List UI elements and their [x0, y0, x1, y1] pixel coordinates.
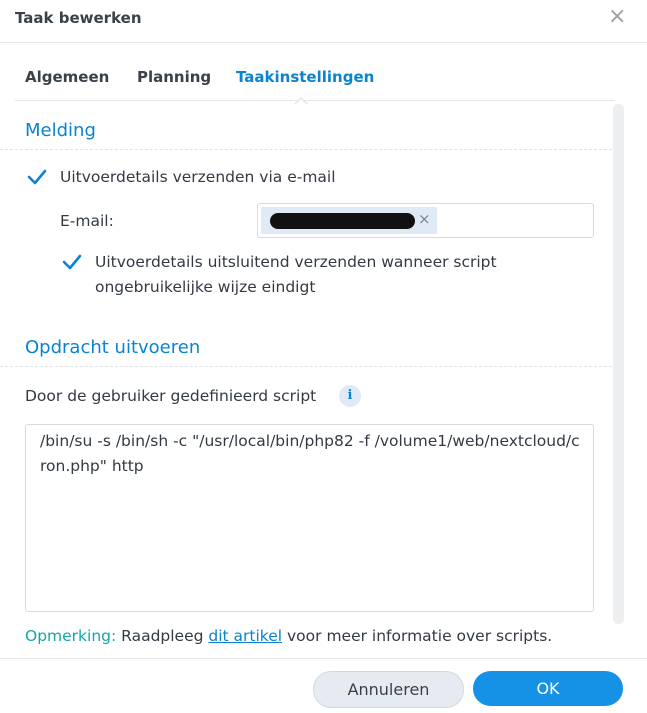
send-details-label: Uitvoerdetails verzenden via e-mail	[60, 168, 336, 186]
info-icon[interactable]: i	[339, 385, 361, 407]
section-divider	[0, 149, 612, 150]
section-divider	[0, 366, 612, 367]
script-label: Door de gebruiker gedefinieerd script	[25, 387, 317, 405]
note-text-before: Raadpleeg	[116, 627, 209, 645]
close-icon[interactable]: ×	[608, 4, 627, 29]
script-textarea[interactable]	[25, 424, 594, 612]
section-title-melding: Melding	[25, 120, 96, 141]
note-label: Opmerking:	[25, 627, 117, 645]
tab-taakinstellingen[interactable]: Taakinstellingen	[236, 68, 375, 86]
redacted-email	[270, 213, 415, 229]
note-text-after: voor meer informatie over scripts.	[282, 627, 553, 645]
ok-button[interactable]: OK	[473, 671, 623, 706]
scrollbar[interactable]	[613, 104, 624, 624]
article-link[interactable]: dit artikel	[208, 627, 283, 645]
note	[25, 624, 552, 648]
only-abnormal-label-line1: Uitvoerdetails uitsluitend verzenden wanneer script	[95, 253, 497, 271]
email-chip	[261, 207, 437, 234]
checkmark-icon	[26, 166, 48, 188]
only-abnormal-label-line2: ongebruikelijke wijze eindigt	[95, 278, 316, 296]
tab-bar	[15, 56, 615, 101]
footer-divider	[0, 658, 647, 659]
email-field[interactable]	[257, 203, 594, 238]
section-title-opdracht: Opdracht uitvoeren	[25, 337, 201, 358]
script-value: /bin/su -s /bin/sh -c "/usr/local/bin/php82 -f /volume1/web/nextcloud/cron.php" http	[40, 432, 580, 475]
tab-algemeen[interactable]: Algemeen	[25, 68, 110, 86]
dialog-titlebar	[0, 0, 647, 43]
tab-planning[interactable]: Planning	[137, 68, 212, 86]
send-details-checkbox[interactable]	[26, 166, 48, 188]
dialog-title: Taak bewerken	[15, 9, 142, 27]
email-label: E-mail:	[60, 212, 114, 230]
active-tab-indicator	[294, 97, 308, 104]
cancel-button[interactable]: Annuleren	[313, 671, 464, 708]
checkmark-icon	[61, 251, 83, 273]
remove-email-icon[interactable]: ×	[418, 210, 431, 228]
only-abnormal-checkbox[interactable]	[61, 251, 83, 273]
